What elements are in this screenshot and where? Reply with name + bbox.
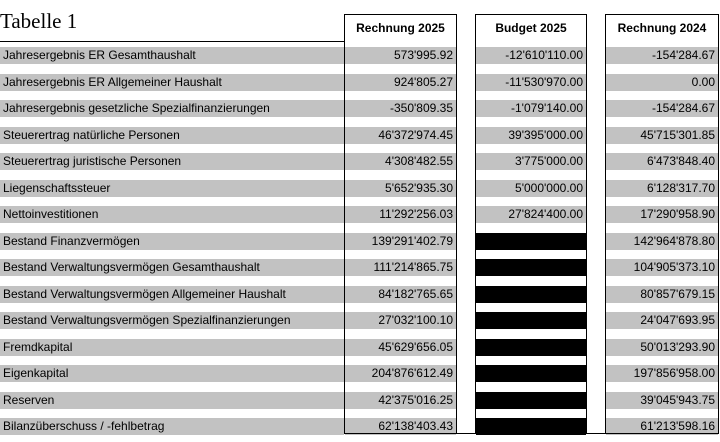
value-cell: -154'284.67 — [606, 47, 718, 64]
value-cell: 5'000'000.00 — [476, 180, 586, 197]
value-cell: 45'715'301.85 — [606, 127, 718, 144]
row-label: Bestand Verwaltungsvermögen Gesamthaushalt — [0, 259, 344, 276]
row-label: Bilanzüberschuss / -fehlbetrag — [0, 418, 344, 435]
value-cell: 104'905'373.10 — [606, 259, 718, 276]
blacked-out-cell — [476, 259, 586, 276]
row-label: Reserven — [0, 392, 344, 409]
value-cell: -11'530'970.00 — [476, 74, 586, 91]
table-row — [0, 387, 718, 414]
value-cell: 42'375'016.25 — [345, 392, 456, 409]
column-border — [344, 14, 345, 434]
row-label: Nettoinvestitionen — [0, 206, 344, 223]
table-row — [0, 228, 718, 255]
row-label: Steuerertrag natürliche Personen — [0, 127, 344, 144]
column-border — [456, 14, 457, 434]
value-cell: 924'805.27 — [345, 74, 456, 91]
blacked-out-cell — [476, 286, 586, 303]
value-cell: 197'856'958.00 — [606, 365, 718, 382]
blacked-out-cell — [476, 312, 586, 329]
value-cell: 573'995.92 — [345, 47, 456, 64]
row-label: Bestand Finanzvermögen — [0, 233, 344, 250]
column-border — [475, 14, 476, 434]
value-cell: 27'032'100.10 — [345, 312, 456, 329]
row-label: Jahresergebnis gesetzliche Spezialfinanzierungen — [0, 100, 344, 117]
table-row — [0, 95, 718, 122]
value-cell: 139'291'402.79 — [345, 233, 456, 250]
value-cell: 62'138'403.43 — [345, 418, 456, 435]
column-border — [718, 14, 719, 434]
blacked-out-cell — [476, 233, 586, 250]
column-border — [605, 14, 606, 434]
value-cell: -154'284.67 — [606, 100, 718, 117]
table-row — [0, 69, 718, 96]
table-row — [0, 360, 718, 387]
value-cell: 45'629'656.05 — [345, 339, 456, 356]
header-budget-2025: Budget 2025 — [475, 14, 587, 40]
sheet-title: Tabelle 1 — [0, 9, 78, 33]
column-border — [586, 14, 587, 434]
blacked-out-cell — [476, 392, 586, 409]
header-rechnung-2025: Rechnung 2025 — [344, 14, 457, 40]
value-cell: 3'775'000.00 — [476, 153, 586, 170]
table-bottom-rule — [344, 433, 719, 434]
value-cell: -1'079'140.00 — [476, 100, 586, 117]
value-cell: 142'964'878.80 — [606, 233, 718, 250]
value-cell: 5'652'935.30 — [345, 180, 456, 197]
table-row — [0, 307, 718, 334]
blacked-out-cell — [476, 339, 586, 356]
value-cell: 6'473'848.40 — [606, 153, 718, 170]
row-label: Steuerertrag juristische Personen — [0, 153, 344, 170]
value-cell: 39'045'943.75 — [606, 392, 718, 409]
header-rechnung-2024: Rechnung 2024 — [605, 14, 719, 40]
table-row — [0, 254, 718, 281]
row-label: Bestand Verwaltungsvermögen Spezialfinanzierungen — [0, 312, 344, 329]
table-row — [0, 42, 718, 69]
row-label: Jahresergebnis ER Gesamthaushalt — [0, 47, 344, 64]
value-cell: 6'128'317.70 — [606, 180, 718, 197]
value-cell: 80'857'679.15 — [606, 286, 718, 303]
value-cell: 17'290'958.90 — [606, 206, 718, 223]
table-row — [0, 413, 718, 440]
value-cell: 61'213'598.16 — [606, 418, 718, 435]
value-cell: 84'182'765.65 — [345, 286, 456, 303]
value-cell: -350'809.35 — [345, 100, 456, 117]
table-row — [0, 175, 718, 202]
value-cell: 39'395'000.00 — [476, 127, 586, 144]
table-row — [0, 122, 718, 149]
row-label: Jahresergebnis ER Allgemeiner Haushalt — [0, 74, 344, 91]
value-cell: 111'214'865.75 — [345, 259, 456, 276]
value-cell: 0.00 — [606, 74, 718, 91]
value-cell: 11'292'256.03 — [345, 206, 456, 223]
table-row — [0, 148, 718, 175]
value-cell: 204'876'612.49 — [345, 365, 456, 382]
table-row — [0, 334, 718, 361]
row-label: Bestand Verwaltungsvermögen Allgemeiner Haushalt — [0, 286, 344, 303]
value-cell: 4'308'482.55 — [345, 153, 456, 170]
blacked-out-cell — [476, 365, 586, 382]
value-cell: 24'047'693.95 — [606, 312, 718, 329]
value-cell: -12'610'110.00 — [476, 47, 586, 64]
row-label: Liegenschaftssteuer — [0, 180, 344, 197]
table-row — [0, 201, 718, 228]
row-label: Fremdkapital — [0, 339, 344, 356]
value-cell: 50'013'293.90 — [606, 339, 718, 356]
table-row — [0, 281, 718, 308]
row-label: Eigenkapital — [0, 365, 344, 382]
value-cell: 46'372'974.45 — [345, 127, 456, 144]
value-cell: 27'824'400.00 — [476, 206, 586, 223]
